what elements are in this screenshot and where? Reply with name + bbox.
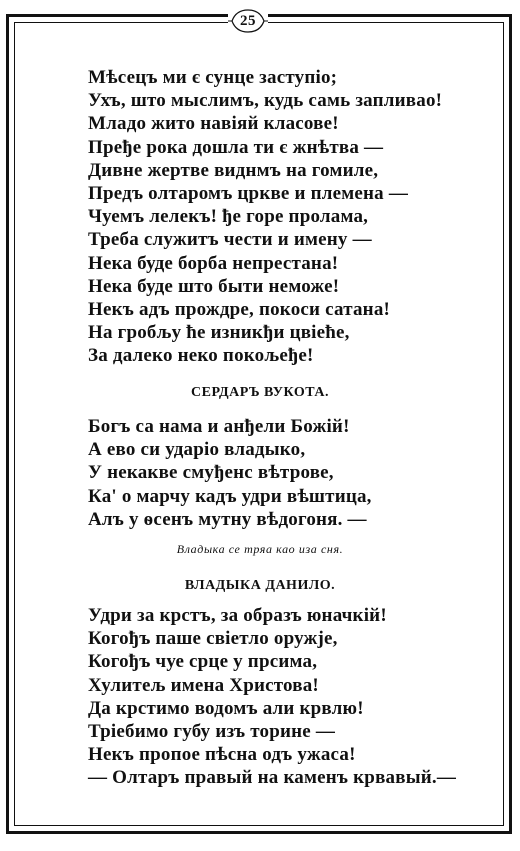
- speaker-heading-vukota: СЕРДАРЪ ВУКОТА.: [191, 385, 329, 400]
- stage-direction: Владыка се тряа као иза сня.: [176, 542, 344, 556]
- verse-line: У некакве смуђенс вѣтрове,: [88, 462, 334, 484]
- verse-line: Богъ са нама и анђели Божій!: [88, 416, 350, 437]
- verse-line: Дивне жертве виднмъ на гомиле,: [88, 159, 379, 181]
- verse-line: Когођъ паше свіетло оружје,: [88, 628, 338, 650]
- verse-line: Прeђe рока дошла ти є жнѣтва —: [88, 136, 384, 158]
- verse-line: Некъ пропое пѣсна одъ ужаса!: [88, 744, 356, 766]
- verse-line: На гробљу ће изникђи цвіеће,: [88, 322, 350, 344]
- verse-line: Мѣсецъ ми є сунце заступіо;: [88, 67, 338, 88]
- verse-line: Тріебимо губу изъ торине —: [88, 721, 336, 743]
- verse-line: Ка' о марчу кадъ удри вѣштица,: [88, 485, 372, 507]
- verse-line: Предъ олтаромъ цркве и племена —: [88, 183, 409, 205]
- verse-line: Ухъ, што мыслимъ, кудь самь запливао!: [88, 90, 443, 112]
- page-number-ornament: [228, 6, 268, 36]
- stanza-2: [88, 415, 372, 531]
- verse-line: Алъ у ѳсенъ мутну вѣдогоня. —: [88, 508, 367, 530]
- verse-line: Некъ адъ прождре, покоси сатана!: [88, 299, 391, 321]
- verse-line: Треба служитъ чести и имену —: [88, 229, 372, 251]
- verse-line: Удри за крстъ, за образъ юначкій!: [88, 605, 387, 626]
- verse-line: Когођъ чуе срце у прсима,: [88, 651, 318, 673]
- stanza-3: [88, 604, 456, 790]
- speaker-heading-danilo: ВЛАДЫКА ДАНИЛО.: [184, 578, 336, 593]
- verse-line: Хулитељ имена Христова!: [88, 674, 319, 696]
- verse-line: Нека буде борба непрестана!: [88, 252, 339, 274]
- verse-line: Нека буде што быти неможе!: [88, 275, 340, 297]
- verse-line: Младо жито навіяй класове!: [88, 113, 339, 135]
- verse-line: — Олтаръ правый на каменъ крвавый.—: [88, 767, 457, 789]
- verse-line: Чуемъ лелекъ! ђе горе пролама,: [88, 206, 369, 228]
- verse-line: За далеко неко покољеђе!: [88, 345, 314, 367]
- stanza-1: [88, 66, 442, 368]
- verse-line: А ево си ударіо владыко,: [88, 439, 306, 461]
- page-number: 25: [240, 12, 256, 29]
- verse-line: Да крстимо водомъ али крвлю!: [88, 697, 364, 719]
